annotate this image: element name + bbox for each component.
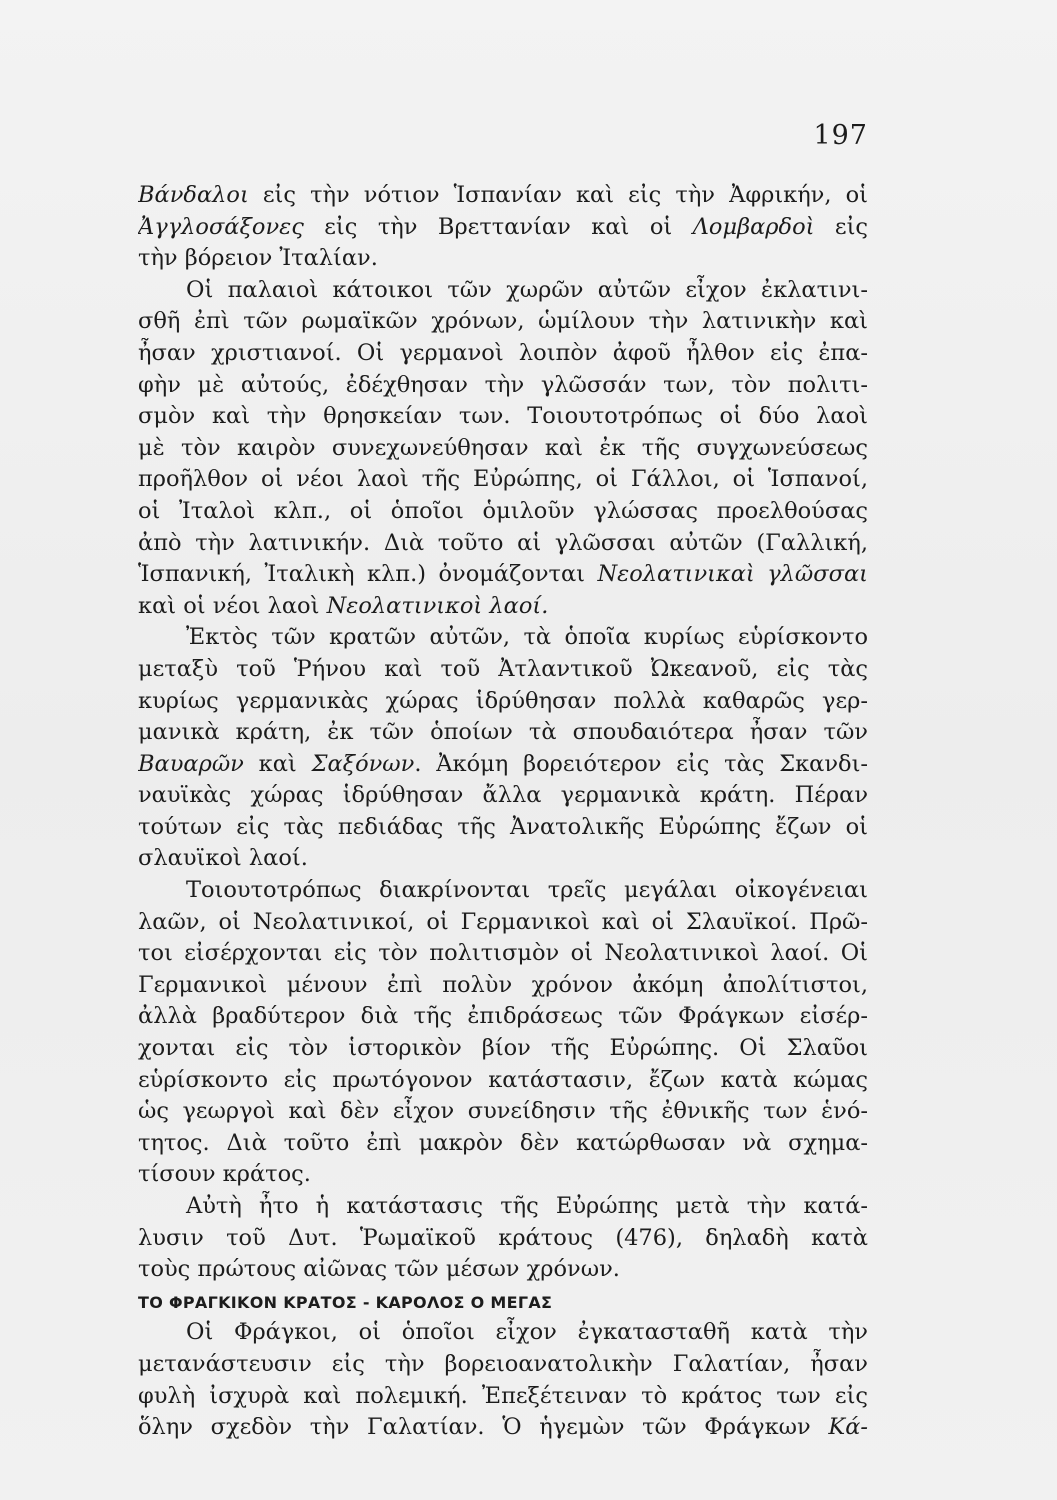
text-line: Οἱ παλαιοὶ κάτοικοι τῶν χωρῶν αὐτῶν εἶχον ἐκλατινι- (186, 276, 868, 303)
text-line: τὴν βόρειον Ἰταλίαν. (138, 245, 378, 272)
text-line: Ἐκτὸς τῶν κρατῶν αὐτῶν, τὰ ὁποῖα κυρίως εὑρίσκοντο (186, 624, 868, 651)
italic-term: Σαξόνων (311, 750, 415, 777)
text-line: τούτων εἰς τὰς πεδιάδας τῆς Ἀνατολικῆς Εὐρώπης ἔζων οἱ (138, 813, 868, 840)
text-line: μεταξὺ τοῦ Ῥήνου καὶ τοῦ Ἀτλαντικοῦ Ὠκεανοῦ, εἰς τὰς (138, 655, 868, 682)
text-line: Ἀγγλοσάξονες εἰς τὴν Βρεττανίαν καὶ οἱ Λομβαρδοὶ εἰς (138, 213, 868, 240)
text-line: ἀλλὰ βραδύτερον διὰ τῆς ἐπιδράσεως τῶν Φράγκων εἰσέρ- (138, 1003, 868, 1030)
text-line: Βάνδαλοι εἰς τὴν νότιον Ἱσπανίαν καὶ εἰς τὴν Ἀφρικήν, οἱ (138, 182, 868, 208)
text-line: μανικὰ κράτη, ἐκ τῶν ὁποίων τὰ σπουδαιότερα ἦσαν τῶν (138, 719, 868, 746)
text-line: εὑρίσκοντο εἰς πρωτόγονον κατάστασιν, ἔζων κατὰ κώμας (138, 1066, 868, 1093)
text-line: λυσιν τοῦ Δυτ. Ῥωμαϊκοῦ κράτους (476), δηλαδὴ κατὰ (138, 1224, 868, 1251)
italic-term: Ἀγγλοσάξονες (138, 213, 304, 240)
text-line: τίσουν κράτος. (138, 1161, 311, 1188)
italic-term: Βάνδαλοι (138, 182, 249, 208)
text-line: φυλὴ ἰσχυρὰ καὶ πολεμική. Ἐπεξέτειναν τὸ κράτος των εἰς (138, 1382, 868, 1409)
page-number: 197 (813, 120, 868, 151)
text-line: καὶ οἱ νέοι λαοὶ Νεολατινικοὶ λαοί. (138, 592, 549, 619)
text-line: Βαυαρῶν καὶ Σαξόνων. Ἀκόμη βορειότερον εἰς τὰς Σκανδι- (138, 750, 868, 777)
text-line: τοὺς πρώτους αἰῶνας τῶν μέσων χρόνων. (138, 1256, 620, 1283)
italic-term: Κά- (828, 1414, 868, 1441)
text-line: οἱ Ἰταλοὶ κλπ., οἱ ὁποῖοι ὁμιλοῦν γλώσσας προελθούσας (138, 497, 868, 524)
text-line: Γερμανικοὶ μένουν ἐπὶ πολὺν χρόνον ἀκόμη ἀπολίτιστοι, (138, 971, 868, 998)
section-heading: ΤΟ ΦΡΑΓΚΙΚΟΝ ΚΡΑΤΟΣ - ΚΑΡΟΛΟΣ Ο ΜΕΓΑΣ (138, 1292, 553, 1312)
text-line: Αὐτὴ ἦτο ἡ κατάστασις τῆς Εὐρώπης μετὰ τὴν κατά- (186, 1193, 868, 1219)
text-line: τοι εἰσέρχονται εἰς τὸν πολιτισμὸν οἱ Νεολατινικοὶ λαοί. Οἱ (138, 940, 868, 967)
text-line: σμὸν καὶ τὴν θρησκείαν των. Τοιουτοτρόπως οἱ δύο λαοὶ (138, 403, 868, 430)
text-line: λαῶν, οἱ Νεολατινικοί, οἱ Γερμανικοὶ καὶ οἱ Σλαυϊκοί. Πρῶ- (138, 908, 868, 935)
text-line: ὡς γεωργοὶ καὶ δὲν εἶχον συνείδησιν τῆς ἐθνικῆς των ἑνό- (138, 1098, 868, 1125)
text-line: Τοιουτοτρόπως διακρίνονται τρεῖς μεγάλαι οἰκογένειαι (186, 877, 868, 904)
text-line: μετανάστευσιν εἰς τὴν βορειοανατολικὴν Γαλατίαν, ἦσαν (138, 1350, 868, 1377)
text-line: ὅλην σχεδὸν τὴν Γαλατίαν. Ὁ ἡγεμὼν τῶν Φράγκων Κά- (138, 1414, 868, 1441)
italic-term: Νεολατινικοὶ λαοί. (326, 592, 549, 619)
text-line: χονται εἰς τὸν ἱστορικὸν βίον τῆς Εὐρώπης. Οἱ Σλαῦοι (138, 1035, 868, 1062)
text-line: ἀπὸ τὴν λατινικήν. Διὰ τοῦτο αἱ γλῶσσαι αὐτῶν (Γαλλική, (138, 529, 868, 556)
text-line: τητος. Διὰ τοῦτο ἐπὶ μακρὸν δὲν κατώρθωσαν νὰ σχημα- (138, 1129, 868, 1156)
text-line: σθῆ ἐπὶ τῶν ρωμαϊκῶν χρόνων, ὡμίλουν τὴν λατινικὴν καὶ (138, 308, 868, 335)
text-line: κυρίως γερμανικὰς χώρας ἱδρύθησαν πολλὰ καθαρῶς γερ- (138, 687, 868, 714)
text-line: σλαυϊκοὶ λαοί. (138, 845, 308, 872)
text-line: μὲ τὸν καιρὸν συνεχωνεύθησαν καὶ ἐκ τῆς συγχωνεύσεως (138, 434, 868, 461)
body-text (138, 180, 868, 1444)
text-line: προῆλθον οἱ νέοι λαοὶ τῆς Εὐρώπης, οἱ Γάλλοι, οἱ Ἱσπανοί, (138, 466, 868, 493)
text-line: φὴν μὲ αὐτούς, ἐδέχθησαν τὴν γλῶσσάν των, τὸν πολιτι- (138, 371, 868, 398)
text-line: Ἱσπανική, Ἰταλικὴ κλπ.) ὀνομάζονται Νεολατινικαὶ γλῶσσαι (138, 561, 868, 588)
text-line: ἦσαν χριστιανοί. Οἱ γερμανοὶ λοιπὸν ἀφοῦ ἦλθον εἰς ἐπα- (138, 339, 868, 366)
italic-term: Νεολατινικαὶ γλῶσσαι (597, 561, 868, 588)
italic-term: Βαυαρῶν (138, 750, 244, 777)
text-line: ναυϊκὰς χώρας ἱδρύθησαν ἄλλα γερμανικὰ κράτη. Πέραν (138, 782, 868, 809)
text-line: Οἱ Φράγκοι, οἱ ὁποῖοι εἶχον ἐγκατασταθῆ κατὰ τὴν (186, 1319, 868, 1346)
italic-term: Λομβαρδοὶ (692, 213, 815, 240)
